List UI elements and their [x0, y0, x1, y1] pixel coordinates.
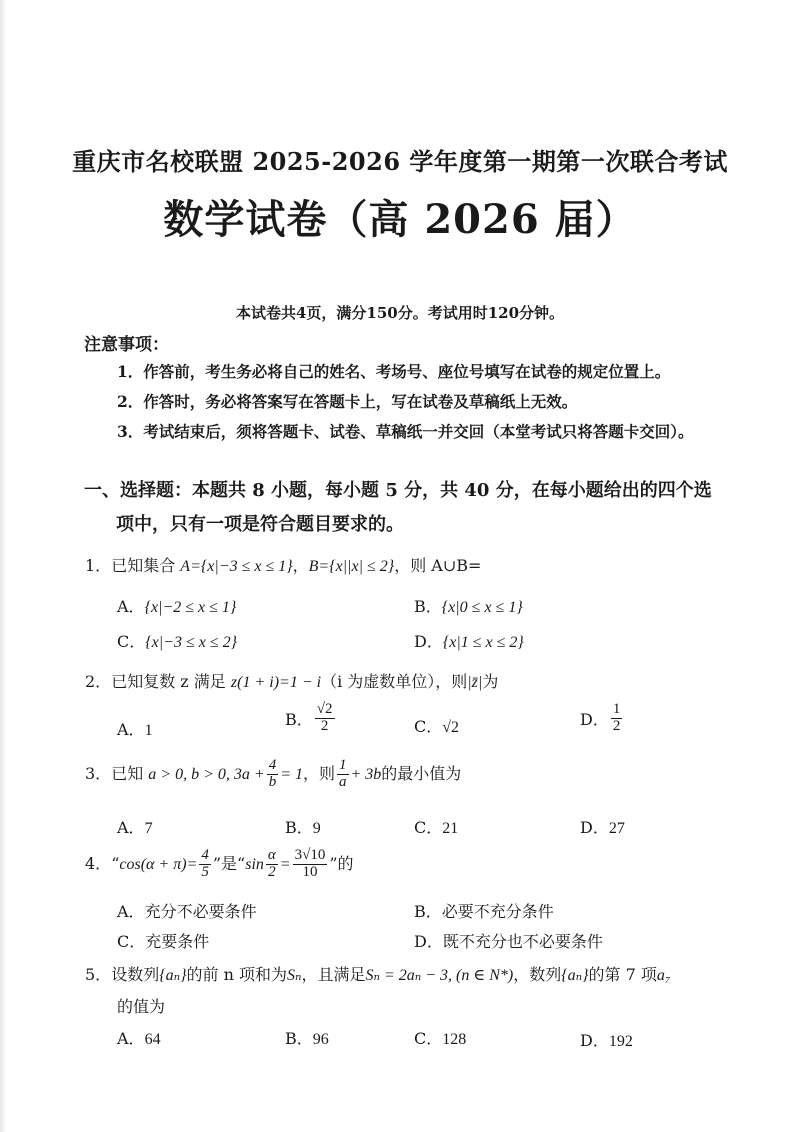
option-text: 128	[442, 1031, 467, 1048]
question-5-text-e: 的第 7 项	[588, 965, 657, 984]
question-3-mid: ，则	[302, 763, 335, 783]
option-label: D．	[414, 932, 443, 951]
question-2	[85, 669, 498, 692]
option-text: 64	[144, 1031, 161, 1048]
question-3-fraction-1	[267, 758, 279, 791]
option-label: B．	[414, 902, 442, 921]
question-5-a7: a₇	[656, 967, 671, 984]
question-4-option-c	[117, 929, 209, 952]
question-4-close-quote-1: ”是“	[212, 853, 246, 873]
exam-title-line2: 数学试卷（高 2026 届）	[163, 196, 637, 243]
question-2-equation: z(1 + i)=1 − i	[230, 674, 322, 691]
option-text: 192	[608, 1033, 633, 1050]
option-label: A．	[117, 597, 145, 616]
question-1-option-d	[414, 629, 524, 652]
option-label: A．	[117, 720, 145, 739]
question-4-option-b	[414, 899, 554, 922]
question-1-post: ，则 A∪B=	[394, 556, 482, 575]
question-2-number: 2．	[85, 672, 112, 691]
option-label: B．	[285, 709, 313, 729]
question-5-number: 5．	[85, 965, 112, 984]
question-1-option-b	[414, 594, 523, 617]
question-4-fraction-1	[199, 848, 211, 881]
question-3-pre: 已知	[111, 763, 144, 783]
option-text: {x|1 ≤ x ≤ 2}	[442, 634, 524, 651]
option-label: C．	[117, 632, 146, 651]
question-5-sequence: {aₙ}	[159, 967, 187, 984]
question-1	[85, 553, 481, 576]
question-4-equals: =	[279, 855, 291, 873]
question-5-text-c: ，且满足	[301, 965, 366, 984]
question-1-option-a	[117, 594, 236, 617]
option-label: C．	[414, 717, 443, 736]
notice-item-2: 2．作答时，务必将答案写在答题卡上，写在试卷及草稿纸上无效。	[117, 392, 578, 411]
fraction-numerator: α	[267, 847, 276, 863]
option-fraction	[611, 702, 623, 735]
section1-heading-line2: 项中，只有一项是符合题目要求的。	[116, 514, 404, 535]
option-label: D．	[580, 709, 609, 729]
fraction-numerator: √2	[316, 701, 333, 717]
question-2-option-a	[117, 717, 153, 740]
question-3-option-c	[414, 815, 458, 838]
fraction-denominator: a	[339, 773, 347, 790]
question-5-text-d: ，数列	[513, 965, 562, 984]
option-text: 9	[312, 820, 321, 837]
option-text: 既不充分也不必要条件	[442, 932, 603, 951]
question-2-pre: 已知复数 z 满足	[111, 672, 226, 691]
exam-title-line1: 重庆市名校联盟 2025-2026 学年度第一期第一次联合考试	[72, 147, 728, 176]
question-2-post: 为	[482, 672, 499, 691]
question-2-option-b	[285, 702, 337, 735]
question-4-fraction-2	[293, 848, 328, 881]
fraction-numerator: 3√10	[294, 847, 326, 863]
question-5-option-b	[285, 1026, 329, 1049]
question-4-open-quote: “	[111, 853, 120, 873]
question-1-sep: ，	[292, 556, 309, 575]
option-label: A．	[117, 1029, 145, 1048]
question-2-abs: |z̄|	[467, 674, 483, 691]
fraction-numerator: 4	[201, 847, 209, 863]
fraction-numerator: 1	[339, 757, 347, 773]
option-text: {x|−2 ≤ x ≤ 1}	[144, 599, 237, 616]
option-text: 27	[608, 820, 625, 837]
question-4-cos-expr: cos(α + π)=	[119, 855, 198, 873]
question-4-option-d	[414, 929, 603, 952]
option-label: A．	[117, 902, 145, 921]
option-label: B．	[414, 597, 442, 616]
question-4	[85, 848, 354, 881]
option-text: 96	[312, 1031, 329, 1048]
question-3-condition: a > 0, b > 0, 3a +	[148, 765, 265, 783]
question-1-pre: 已知集合	[111, 556, 176, 575]
question-3-fraction-2	[337, 758, 349, 791]
option-label: C．	[117, 932, 146, 951]
question-3-post: 的最小值为	[381, 763, 462, 783]
option-text: 充分不必要条件	[144, 902, 257, 921]
option-text: 21	[442, 820, 459, 837]
option-text: {x|0 ≤ x ≤ 1}	[441, 599, 523, 616]
fraction-denominator: 2	[268, 863, 276, 880]
section1-heading-line1: 一、选择题：本题共 8 小题，每小题 5 分，共 40 分，在每小题给出的四个选	[84, 480, 712, 501]
option-fraction	[315, 702, 335, 735]
option-text: 7	[144, 820, 153, 837]
question-2-option-c	[414, 714, 459, 737]
option-label: C．	[414, 818, 443, 837]
option-text: {x|−3 ≤ x ≤ 2}	[145, 634, 238, 651]
question-5-text-a: 设数列	[111, 965, 160, 984]
question-2-option-d	[580, 702, 624, 735]
option-label: C．	[414, 1029, 443, 1048]
fraction-denominator: b	[268, 773, 277, 790]
question-5-option-c	[414, 1026, 466, 1049]
question-3-condition-end: = 1	[280, 765, 303, 783]
notice-item-3: 3．考试结束后，须将答题卡、试卷、草稿纸一并交回（本堂考试只将答题卡交回）。	[117, 422, 694, 441]
fraction-denominator: 2	[612, 717, 621, 734]
question-3-option-d	[580, 815, 625, 838]
option-text: 1	[144, 722, 153, 739]
option-label: D．	[580, 818, 609, 837]
question-4-number: 4．	[85, 853, 112, 873]
question-5-text-b: 的前 n 项和为	[186, 965, 287, 984]
question-5-option-a	[117, 1026, 161, 1049]
question-4-close-quote-2: ”的	[329, 853, 354, 873]
fraction-denominator: 2	[320, 717, 329, 734]
question-3-expression-end: + 3b	[350, 765, 382, 783]
question-5-option-d	[580, 1028, 633, 1051]
question-1-set-b: B={x||x| ≤ 2}	[308, 558, 395, 575]
notice-item-1: 1．作答前，考生务必将自己的姓名、考场号、座位号填写在试卷的规定位置上。	[117, 362, 671, 381]
option-label: D．	[414, 632, 443, 651]
question-1-option-c	[117, 629, 237, 652]
fraction-denominator: 10	[302, 863, 318, 880]
option-label: D．	[580, 1031, 609, 1050]
question-3-option-a	[117, 815, 153, 838]
question-5-line-2: 的值为	[117, 997, 166, 1016]
question-5-sequence-2: {aₙ}	[561, 967, 589, 984]
exam-info: 本试卷共4页，满分150分。考试用时120分钟。	[235, 304, 565, 322]
option-label: A．	[117, 818, 145, 837]
question-1-number: 1．	[85, 556, 112, 575]
notice-heading: 注意事项：	[84, 335, 169, 355]
option-label: B．	[285, 818, 313, 837]
option-text: 充要条件	[145, 932, 210, 951]
question-4-fraction-alpha	[266, 848, 278, 881]
option-text: √2	[442, 719, 460, 736]
option-label: B．	[285, 1029, 313, 1048]
question-5-condition: Sₙ = 2aₙ − 3, (n ∈ N*)	[365, 967, 514, 984]
question-2-mid: （i 为虚数单位），则	[321, 672, 468, 691]
question-3	[85, 758, 461, 791]
question-4-sin-expr: sin	[245, 855, 264, 873]
option-text: 必要不充分条件	[441, 902, 554, 921]
fraction-numerator: 1	[612, 701, 621, 717]
question-1-set-a: A={x|−3 ≤ x ≤ 1}	[180, 558, 293, 575]
question-5-sn: Sₙ	[286, 967, 302, 984]
fraction-numerator: 4	[268, 757, 277, 773]
question-3-option-b	[285, 815, 321, 838]
question-3-number: 3．	[85, 763, 112, 783]
fraction-denominator: 5	[201, 863, 209, 880]
question-4-option-a	[117, 899, 257, 922]
question-5	[85, 962, 670, 985]
